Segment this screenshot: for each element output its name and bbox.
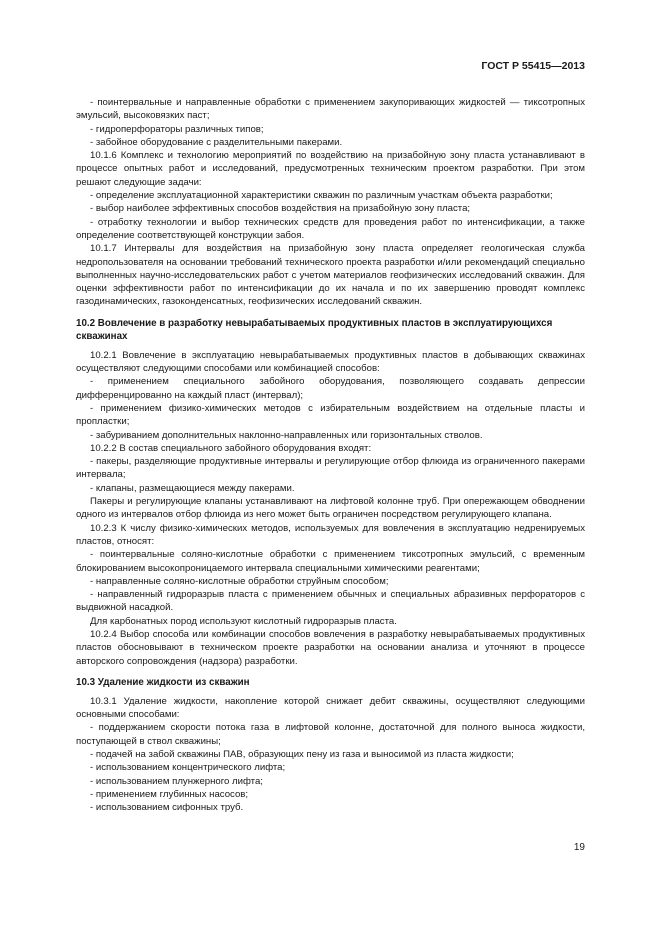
- paragraph: - направленный гидроразрыв пласта с применением обычных и специальных абразивных перфораторов с выдвижной насадкой.: [76, 589, 585, 614]
- paragraph: - определение эксплуатационной характеристики скважин по различным участкам объекта разработки;: [90, 190, 553, 202]
- paragraph: - пакеры, разделяющие продуктивные интервалы и регулирующие отбор флюида из ограниченного пакерами интервала;: [76, 456, 585, 481]
- paragraph: - отработку технологии и выбор технических средств для проведения работ по интенсификации, а также определение соответствующей конструкции забоя.: [76, 216, 585, 241]
- paragraph: 10.3.1 Удаление жидкости, накопление которой снижает дебит скважины, осуществляют следующими основными способами:: [76, 695, 585, 721]
- paragraph: Пакеры и регулирующие клапаны устанавливают на лифтовой колонне труб. При опережающем обводнении одного из интервалов отбор флюида из него может быть ограничен посредством регулирующего клапана.: [76, 496, 585, 521]
- section-heading: 10.2 Вовлечение в разработку невырабатываемых продуктивных пластов в эксплуатирующихся скважинах: [76, 317, 553, 342]
- paragraph: 10.2.1 Вовлечение в эксплуатацию невырабатываемых продуктивных пластов в добывающих скважинах осуществляют следующими способами или комбинацией способов:: [76, 349, 585, 375]
- paragraph: 10.1.7 Интервалы для воздействия на призабойную зону пласта определяет геологическая служба недропользователя на основании требований технического проекта разработки и/или рекомендаций специально выполненных научно-исследовательских работ с учетом материалов геофизических исследований скважин. Для оценки эффективности работ по интенсификации до их начала и по их завершению проводят комплекс газодинамических, газоконденсатных, геофизических исследований скважин.: [76, 243, 585, 308]
- paragraph: - забуриванием дополнительных наклонно-направленных или горизонтальных стволов.: [90, 429, 483, 441]
- paragraph: - гидроперфораторы различных типов;: [90, 123, 264, 135]
- paragraph: - применением специального забойного оборудования, позволяющего создавать депрессии дифференцированно на каждый пласт (интервал);: [76, 376, 585, 401]
- paragraph: - использованием концентрического лифта;: [90, 762, 286, 774]
- paragraph: Для карбонатных пород используют кислотный гидроразрыв пласта.: [90, 615, 397, 627]
- section-heading: 10.3 Удаление жидкости из скважин: [76, 676, 250, 688]
- paragraph: - использованием плунжерного лифта;: [90, 775, 263, 787]
- paragraph: - забойное оборудование с разделительными пакерами.: [90, 136, 343, 148]
- paragraph: - поинтервальные и направленные обработки с применением закупоривающих жидкостей — тиксотропных эмульсий, высоковязких паст;: [76, 97, 585, 122]
- paragraph: - направленные соляно-кислотные обработки струйным способом;: [90, 575, 389, 587]
- paragraph: 10.1.6 Комплекс и технологию мероприятий по воздействию на призабойную зону пласта устанавливают в процессе опытных работ и исследований, предусмотренных техническим проектом разработки. При этом решают следующие задачи:: [76, 150, 585, 188]
- paragraph: - поинтервальные соляно-кислотные обработки с применением тиксотропных эмульсий, с временным блокированием высокопроницаемого интервала специальными химическими реагентами;: [76, 549, 585, 574]
- paragraph: - подачей на забой скважины ПАВ, образующих пену из газа и выносимой из пласта жидкости;: [90, 749, 514, 761]
- paragraph: - применением глубинных насосов;: [90, 788, 249, 800]
- page-number: 19: [573, 842, 585, 853]
- paragraph: - поддержанием скорости потока газа в лифтовой колонне, достаточной для полного выноса жидкости, поступающей в ствол скважины;: [76, 722, 585, 747]
- paragraph: - применением физико-химических методов с избирательным воздействием на отдельные пласты и пропластки;: [76, 402, 585, 428]
- paragraph: 10.2.4 Выбор способа или комбинации способов вовлечения в разработку невырабатываемых продуктивных пластов обосновывают в техническом проекте разработки на основании анализа и уточняют в процессе авторского сопровождения (надзора) разработки.: [76, 628, 585, 667]
- document-body: [76, 96, 585, 815]
- paragraph: - выбор наиболее эффективных способов воздействия на призабойную зону пласта;: [90, 203, 471, 215]
- paragraph: 10.2.3 К числу физико-химических методов, используемых для вовлечения в эксплуатацию недренируемых пластов, относят:: [76, 522, 585, 547]
- paragraph: - использованием сифонных труб.: [90, 802, 244, 814]
- document-code: ГОСТ Р 55415—2013: [481, 60, 585, 72]
- paragraph: 10.2.2 В состав специального забойного оборудования входят:: [90, 442, 372, 454]
- paragraph: - клапаны, размещающиеся между пакерами.: [90, 482, 295, 494]
